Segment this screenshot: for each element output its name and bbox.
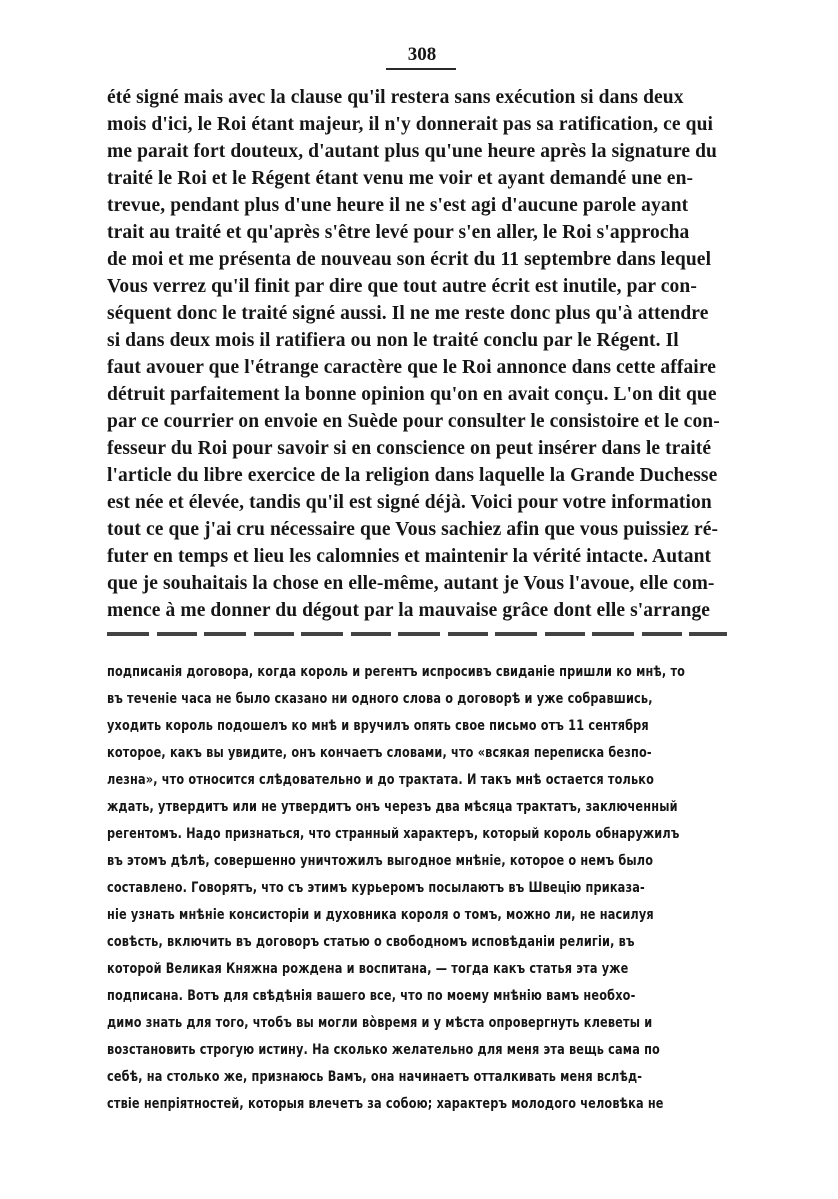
russian-line: ніе узнать мнѣніе консисторіи и духовника короля о томъ, можно ли, не насилуя — [107, 907, 654, 923]
french-line: que je souhaitais la chose en elle-même, autant je Vous l'avoue, elle com- — [107, 573, 715, 594]
french-line: traité le Roi et le Régent étant venu me voir et ayant demandé une en- — [107, 168, 694, 189]
russian-line: димо знать для того, чтобъ вы могли вòвремя и у мѣста опровергнуть клеветы и — [107, 1015, 653, 1031]
russian-line: которой Великая Княжна рождена и воспитана, — тогда какъ статья эта уже — [107, 961, 629, 977]
french-line: me parait fort douteux, d'autant plus qu'une heure après la signature du — [107, 141, 717, 162]
french-line: l'article du libre exercice de la religion dans laquelle la Grande Duchesse — [107, 465, 718, 486]
french-line: par ce courrier on envoie en Suède pour consulter le consistoire et le con- — [107, 411, 720, 432]
russian-line: которое, какъ вы увидите, онъ кончаетъ словами, что «всякая переписка безпо- — [107, 745, 652, 761]
russian-line: подписана. Вотъ для свѣдѣнія вашего все, что по моему мнѣнію вамъ необхо- — [107, 988, 636, 1004]
french-line: est née et élevée, tandis qu'il est signé déjà. Voici pour votre information — [107, 492, 712, 513]
french-line: mois d'ici, le Roi étant majeur, il n'y donnerait pas sa ratification, ce qui — [107, 114, 714, 135]
french-line: si dans deux mois il ratifiera ou non le traité conclu par le Régent. Il — [107, 330, 679, 351]
french-line: faut avouer que l'étrange caractère que le Roi annonce dans cette affaire — [107, 357, 716, 378]
french-line: mence à me donner du dégout par la mauvaise grâce dont elle s'arrange — [107, 600, 711, 621]
section-separator — [107, 632, 727, 636]
russian-line: ствіе непріятностей, которыя влечетъ за собою; характеръ молодого человѣка не — [107, 1096, 664, 1112]
page-number-rule — [386, 68, 456, 70]
french-line: trait au traité et qu'après s'être levé pour s'en aller, le Roi s'approcha — [107, 222, 690, 243]
russian-line: ждать, утвердитъ или не утвердитъ онъ черезъ два мѣсяца трактатъ, заключенный — [107, 799, 678, 815]
russian-line: возстановить строгую истину. На сколько желательно для меня эта вещь сама по — [107, 1042, 660, 1058]
french-line: séquent donc le traité signé aussi. Il ne me reste donc plus qu'à attendre — [107, 303, 709, 324]
russian-line: регентомъ. Надо признаться, что странный характеръ, который король обнаружилъ — [107, 826, 680, 842]
russian-line: составлено. Говорятъ, что съ этимъ курьеромъ посылаютъ въ Швецію приказа- — [107, 880, 645, 896]
french-line: détruit parfaitement la bonne opinion qu'on en avait conçu. L'on dit que — [107, 384, 717, 405]
french-line: futer en temps et lieu les calomnies et maintenir la vérité intacte. Autant — [107, 546, 712, 567]
russian-line: въ этомъ дѣлѣ, совершенно уничтожилъ выгодное мнѣніе, которое о немъ было — [107, 853, 654, 869]
russian-line: въ теченіе часа не было сказано ни одного слова о договорѣ и уже собравшись, — [107, 691, 653, 707]
russian-line: подписанія договора, когда король и регентъ испросивъ свиданіе пришли ко мнѣ, то — [107, 664, 686, 680]
russian-line: уходить король подошелъ ко мнѣ и вручилъ опять свое письмо отъ 11 сентября — [107, 718, 649, 734]
russian-line: совѣсть, включить въ договоръ статью о свободномъ исповѣданіи религіи, въ — [107, 934, 635, 950]
page-number: 308 — [407, 44, 437, 65]
russian-line: себѣ, на столько же, признаюсь Вамъ, она начинаетъ отталкивать меня вслѣд- — [107, 1069, 643, 1085]
french-line: de moi et me présenta de nouveau son écrit du 11 septembre dans lequel — [107, 249, 712, 270]
french-line: trevue, pendant plus d'une heure il ne s'est agi d'aucune parole ayant — [107, 195, 689, 216]
french-line: été signé mais avec la clause qu'il restera sans exécution si dans deux — [107, 87, 684, 108]
french-line: Vous verrez qu'il finit par dire que tout autre écrit est inutile, par con- — [107, 276, 697, 297]
french-line: tout ce que j'ai cru nécessaire que Vous sachiez afin que vous puissiez ré- — [107, 519, 719, 540]
french-line: fesseur du Roi pour savoir si en conscience on peut insérer dans le traité — [107, 438, 712, 459]
russian-line: лезна», что относится слѣдовательно и до трактата. И такъ мнѣ остается только — [107, 772, 655, 788]
